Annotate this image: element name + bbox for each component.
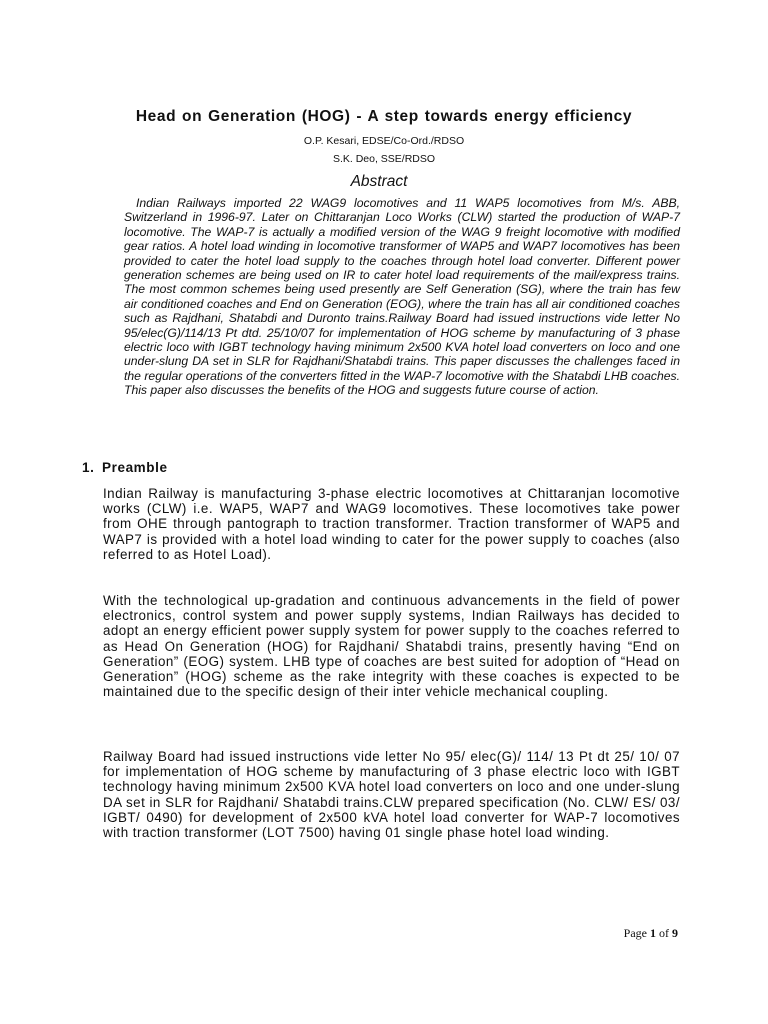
paper-title: Head on Generation (HOG) - A step towards energy efficiency <box>135 108 633 125</box>
abstract-heading: Abstract <box>350 173 408 190</box>
abstract-text: Indian Railways imported 22 WAG9 locomotives and 11 WAP5 locomotives from M/s. ABB, Switzerland in 1996-97. Later on Chittaranjan Loco Works (CLW) started the production of WAP-7 locomotive. The WAP-7 is actually a modified version of the WAG 9 freight locomotive with modified gear ratios. A hotel load winding in locomotive transformer of WAP5 and WAP7 locomotives has been provided to cater the hotel load supply to the coaches through hotel load converter. Different power generation schemes are being used on IR to cater hotel load requirements of the mail/express trains. The most common schemes being used presently are Self Generation (SG), where the train has few air conditioned coaches and End on Generation (EOG), where the train has all air conditioned coaches such as Rajdhani, Shatabdi and Duronto trains.Railway Board had issued instructions vide letter No 95/elec(G)/114/13 Pt dtd. 25/10/07 for implementation of HOG scheme by manufacturing of 3 phase electric loco with IGBT technology having minimum 2x500 KVA hotel load converters on loco and one under-slung DA set in SLR for Rajdhani/Shatabdi trains. This paper discusses the challenges faced in the regular operations of the converters fitted in the WAP-7 locomotive with the Shatabdi LHB coaches. This paper also discusses the benefits of the HOG and suggests future course of action. <box>124 196 680 398</box>
page-number-footer <box>624 926 678 941</box>
author-line-2: S.K. Deo, SSE/RDSO <box>332 153 436 165</box>
paragraph-1: Indian Railway is manufacturing 3-phase electric locomotives at Chittaranjan locomotive works (CLW) i.e. WAP5, WAP7 and WAG9 locomotives. These locomotives take power from OHE through pantograph to traction transformer. Traction transformer of WAP5 and WAP7 is provided with a hotel load winding to cater for the power supply to coaches (also referred to as Hotel Load). <box>103 486 680 562</box>
paragraph-3: Railway Board had issued instructions vide letter No 95/ elec(G)/ 114/ 13 Pt dt 25/ 10/ 07 for implementation of HOG scheme by manufacturing of 3 phase electric loco with IGBT technology having minimum 2x500 KVA hotel load converters on loco and one under-slung DA set in SLR for Rajdhani/ Shatabdi trains.CLW prepared specification (No. CLW/ ES/ 03/ IGBT/ 0490) for development of 2x500 kVA hotel load converter for WAP-7 locomotives with traction transformer (LOT 7500) having 01 single phase hotel load winding. <box>103 749 680 841</box>
section-heading <box>82 460 168 475</box>
author-line-1: O.P. Kesari, EDSE/Co-Ord./RDSO <box>303 135 465 147</box>
section-title: Preamble <box>102 460 168 475</box>
page-of-label: of <box>656 926 672 940</box>
total-pages: 9 <box>672 926 678 940</box>
current-page: 1 <box>650 926 656 940</box>
page-label: Page <box>623 926 650 940</box>
section-number: 1. <box>82 460 95 475</box>
paragraph-2: With the technological up-gradation and continuous advancements in the field of power electronics, control system and power supply systems, Indian Railways has decided to adopt an energy efficient power supply system for power supply to the coaches referred to as Head On Generation (HOG) for Rajdhani/ Shatabdi trains, presently having “End on Generation” (EOG) system. LHB type of coaches are best suited for adoption of “Head on Generation” (HOG) scheme as the rake integrity with these coaches is expected to be maintained due to the specific design of their inter vehicle mechanical coupling. <box>103 593 680 700</box>
